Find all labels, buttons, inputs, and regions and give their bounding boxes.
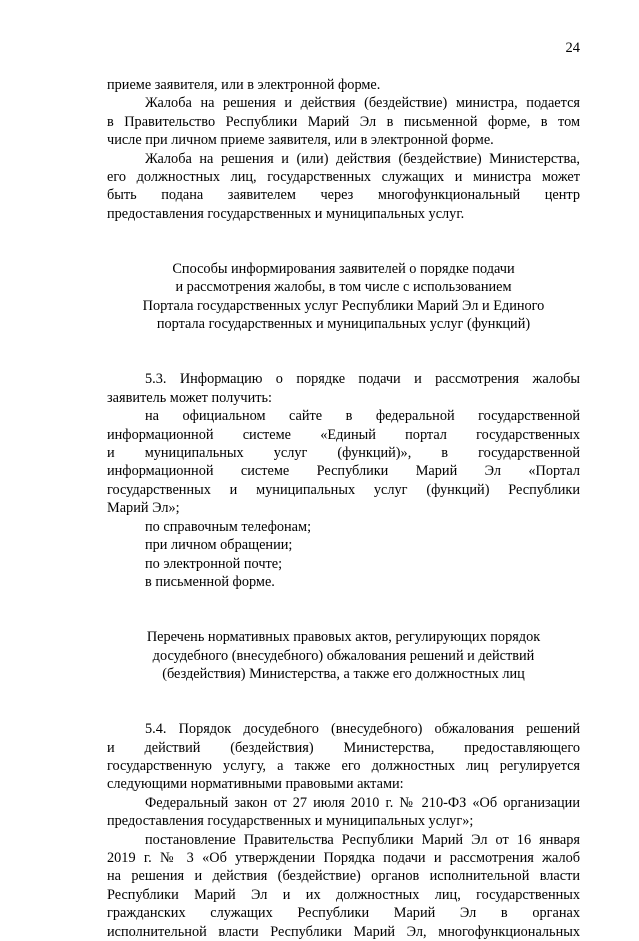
text-line: следующими нормативными правовыми актами: <box>107 776 404 793</box>
section-heading-line: Перечень нормативных правовых актов, регулирующих порядок <box>146 629 541 646</box>
blank-line <box>107 223 580 241</box>
section-heading-line: (бездействия) Министерства, а также его должностных лиц <box>162 665 525 682</box>
text-line: в Правительство Республики Марий Эл в письменной форме, в том <box>107 113 580 130</box>
text-line: приеме заявителя, или в электронной форме. <box>107 77 381 93</box>
text-line: по справочным телефонам; <box>145 518 312 535</box>
text-line: заявитель может получить: <box>107 389 272 406</box>
section-heading-line: досудебного (внесудебного) обжалования решений и действий <box>152 647 535 664</box>
text-line: Жалоба на решения и (или) действия (бездействие) Министерства, <box>145 150 580 167</box>
section-heading-line: портала государственных и муниципальных услуг (функций) <box>156 316 531 333</box>
blank-line <box>107 683 580 701</box>
text-line: Марий Эл»; <box>107 500 180 517</box>
text-line: предоставления государственных и муниципальных услуг. <box>107 205 465 222</box>
text-line: по электронной почте; <box>145 555 283 572</box>
text-line: при личном обращении; <box>145 537 293 554</box>
blank-line <box>107 242 580 260</box>
blank-line <box>107 591 580 609</box>
blank-line <box>107 352 580 370</box>
text-line: на официальном сайте в федеральной государственной <box>145 408 580 425</box>
blank-line <box>107 610 580 628</box>
text-line: Жалоба на решения и действия (бездействие) министра, подается <box>145 95 580 112</box>
section-heading-line: Портала государственных услуг Республики Марий Эл и Единого <box>142 297 545 314</box>
text-line: государственную услугу, а также его должностных лиц регулируется <box>107 757 580 774</box>
section-heading-line: Способы информирования заявителей о порядке подачи <box>172 261 515 278</box>
text-line: и действий (бездействия) Министерства, предоставляющего <box>107 739 580 756</box>
text-line: гражданских служащих Республики Марий Эл в органах <box>107 905 580 922</box>
text-line: информационной системе Республики Марий Эл «Портал <box>107 463 580 480</box>
blank-line <box>107 334 580 352</box>
text-line: Республики Марий Эл и их должностных лиц, государственных <box>107 886 580 903</box>
section-heading-line: и рассмотрения жалобы, в том числе с использованием <box>175 279 512 296</box>
text-line: и муниципальных услуг (функций)», в государственной <box>107 445 580 462</box>
text-line: 5.4. Порядок досудебного (внесудебного) обжалования решений <box>145 721 580 738</box>
blank-line <box>107 702 580 720</box>
text-line: исполнительной власти Республики Марий Эл, многофункциональных <box>107 923 580 940</box>
text-line: в письменной форме. <box>145 573 275 590</box>
text-line: информационной системе «Единый портал государственных <box>107 426 580 443</box>
text-line: его должностных лиц, государственных служащих и министра может <box>107 169 580 186</box>
text-line: постановление Правительства Республики Марий Эл от 16 января <box>145 831 580 848</box>
text-line: Федеральный закон от 27 июля 2010 г. № 210-ФЗ «Об организации <box>145 794 580 811</box>
text-line: числе при личном приеме заявителя, или в электронной форме. <box>107 132 494 149</box>
page-number: 24 <box>565 40 580 56</box>
text-line: 5.3. Информацию о порядке подачи и рассмотрения жалобы <box>145 371 580 388</box>
text-line: 2019 г. № 3 «Об утверждении Порядка подачи и рассмотрения жалоб <box>107 849 580 866</box>
text-line: быть подана заявителем через многофункциональный центр <box>107 187 580 204</box>
text-line: на решения и действия (бездействие) органов исполнительной власти <box>107 868 580 885</box>
document-body <box>107 76 580 941</box>
text-line: государственных и муниципальных услуг (функций) Республики <box>107 481 580 498</box>
text-line: предоставления государственных и муниципальных услуг»; <box>107 813 474 830</box>
